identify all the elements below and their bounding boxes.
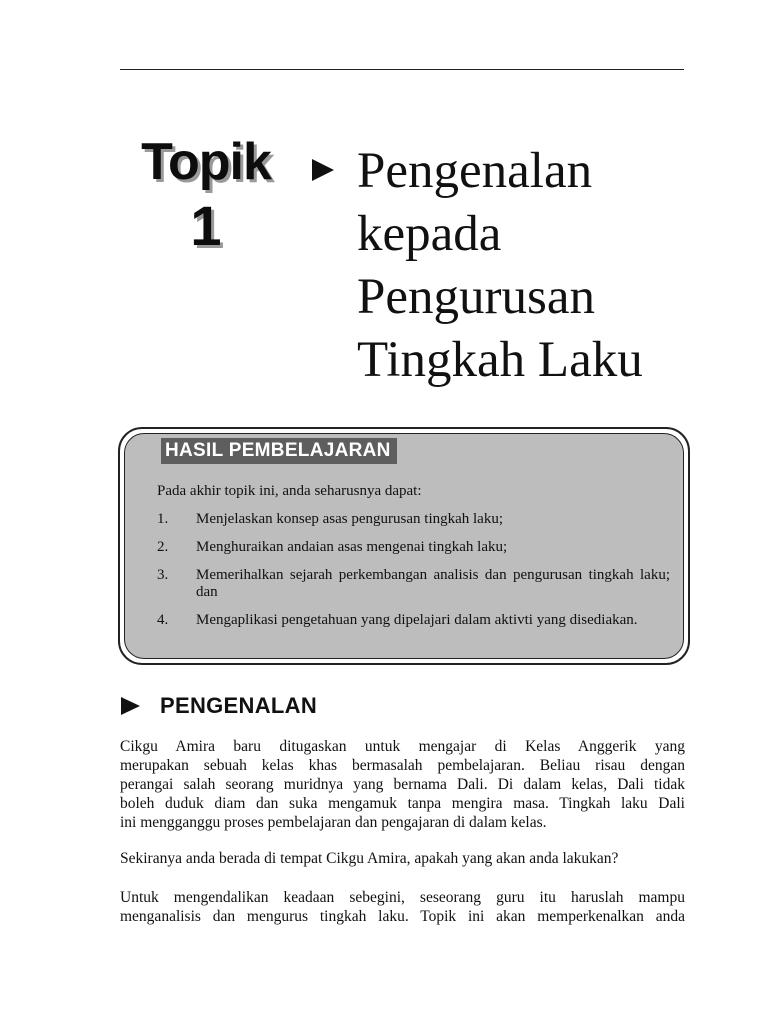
chapter-title-line: kepada <box>357 206 502 262</box>
paragraph-question <box>120 849 685 868</box>
paragraph-line: menganalisis dan mengurus tingkah laku. Topik ini akan memperkenalkan anda <box>120 908 685 925</box>
list-item-number: 2. <box>157 539 169 555</box>
paragraph-line: Sekiranya anda berada di tempat Cikgu Amira, apakah yang akan anda lakukan? <box>120 850 619 867</box>
chapter-title <box>357 140 737 392</box>
topic-word: Topik <box>141 133 271 191</box>
topic-label <box>118 130 294 258</box>
learning-outcomes-box <box>118 427 690 665</box>
section-heading: PENGENALAN <box>160 693 318 718</box>
topic-number: 1 <box>190 194 222 257</box>
chapter-title-line: Tingkah Laku <box>357 332 643 388</box>
list-item <box>157 511 670 528</box>
learning-outcomes-panel <box>124 433 684 659</box>
list-item <box>157 567 670 601</box>
list-item-number: 1. <box>157 511 169 527</box>
list-item-text: Memerihalkan sejarah perkembangan analisis dan pengurusan tingkah laku; dan <box>196 567 670 600</box>
section-arrow-icon <box>121 697 140 715</box>
paragraph-line: perangai salah seorang muridnya yang bernama Dali. Di dalam kelas, Dali tidak <box>120 776 685 793</box>
list-item-number: 3. <box>157 567 169 583</box>
learning-outcomes-heading: HASIL PEMBELAJARAN <box>161 438 397 464</box>
title-arrow-icon <box>312 159 334 181</box>
paragraph-continuation <box>120 888 685 926</box>
chapter-title-line: Pengenalan <box>357 143 593 199</box>
paragraph-line: boleh duduk diam dan suka mengamuk tanpa mengira masa. Tingkah laku Dali <box>120 795 685 812</box>
list-item <box>157 612 670 629</box>
paragraph-line: merupakan sebuah kelas khas bermasalah pembelajaran. Beliau risau dengan <box>120 757 685 774</box>
chapter-title-line: Pengurusan <box>357 269 595 325</box>
list-item-text: Menjelaskan konsep asas pengurusan tingkah laku; <box>196 511 504 527</box>
list-item-text: Menghuraikan andaian asas mengenai tingkah laku; <box>196 539 508 555</box>
paragraph-line: ini mengganggu proses pembelajaran dan pengajaran di dalam kelas. <box>120 814 547 831</box>
list-item <box>157 539 670 556</box>
learning-outcomes-intro: Pada akhir topik ini, anda seharusnya dapat: <box>157 483 422 499</box>
list-item-text: Mengaplikasi pengetahuan yang dipelajari dalam aktivti yang disediakan. <box>196 612 638 628</box>
list-item-number: 4. <box>157 612 169 628</box>
paragraph-line: Cikgu Amira baru ditugaskan untuk mengajar di Kelas Anggerik yang <box>120 738 685 755</box>
header-rule <box>120 69 684 70</box>
paragraph-line: Untuk mengendalikan keadaan sebegini, seseorang guru itu haruslah mampu <box>120 889 685 906</box>
learning-outcomes-list <box>157 511 670 629</box>
paragraph-intro <box>120 737 685 832</box>
